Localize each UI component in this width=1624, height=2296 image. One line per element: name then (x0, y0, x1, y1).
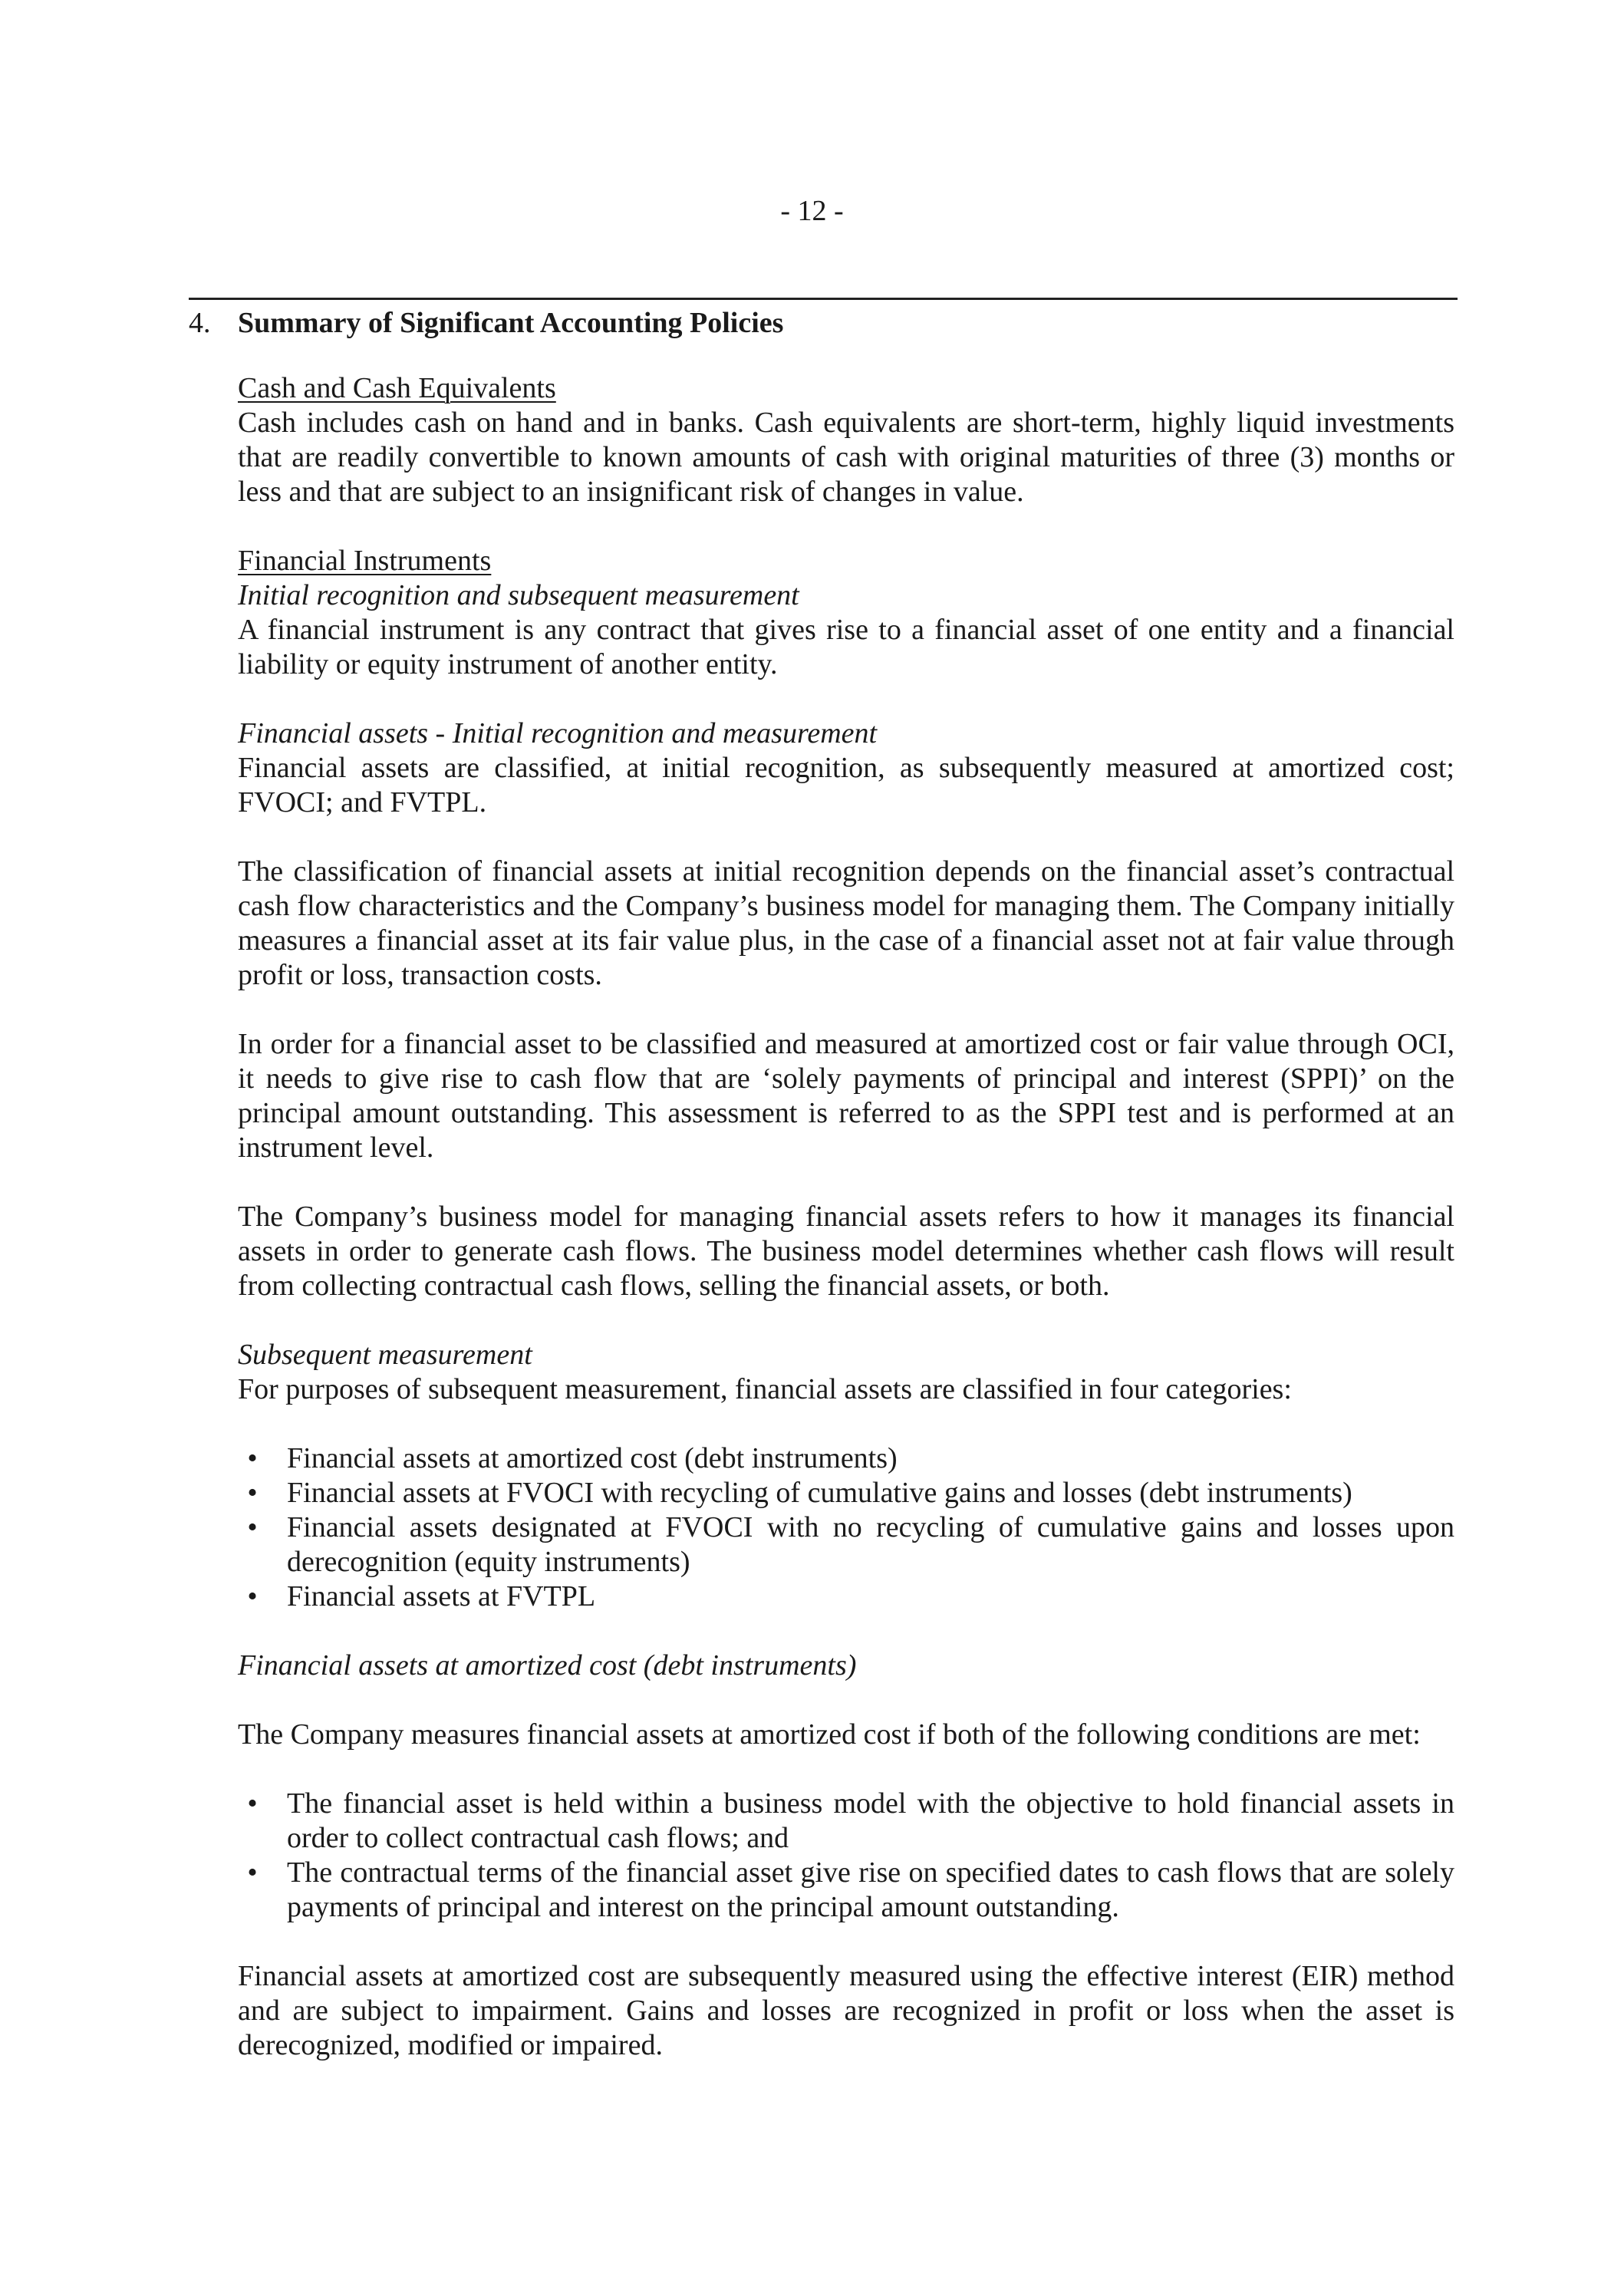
business-model-block (238, 1200, 1454, 1303)
classification-block (238, 855, 1454, 993)
amortized-cost-subheading-block (238, 1649, 1454, 1683)
bullet-icon: • (247, 1856, 258, 1889)
amortized-cost-measurement-block (238, 1959, 1454, 2063)
amortized-cost-measurement-paragraph: Financial assets at amortized cost are subsequently measured using the effective interest (EIR) method and are subject to impairment. Gains and losses are recognized in profit or loss when the asset is derecognized, modified or impaired. (238, 1960, 1454, 2061)
bullet-icon: • (247, 1580, 258, 1612)
section-heading (189, 305, 1458, 341)
bullet-icon: • (247, 1787, 258, 1820)
amortized-cost-intro: The Company measures financial assets at amortized cost if both of the following conditions are met: (238, 1718, 1421, 1751)
financial-instrument-definition: A financial instrument is any contract that gives rise to a financial asset of one entity and a financial liability or equity instrument of another entity. (238, 614, 1454, 680)
document-body (238, 371, 1454, 2063)
list-item: • Financial assets designated at FVOCI with no recycling of cumulative gains and losses upon derecognition (equity instruments) (238, 1510, 1454, 1580)
list-item: • Financial assets at amortized cost (debt instruments) (238, 1441, 1454, 1476)
conditions-list (238, 1787, 1454, 1925)
financial-assets-classified-paragraph: Financial assets are classified, at initial recognition, as subsequently measured at amortized cost; FVOCI; and FVTPL. (238, 752, 1454, 819)
cash-equivalents-heading: Cash and Cash Equivalents (238, 372, 556, 404)
initial-recognition-subheading: Initial recognition and subsequent measurement (238, 579, 799, 611)
classification-paragraph: The classification of financial assets at initial recognition depends on the financial asset’s contractual cash flow characteristics and the Company’s business model for managing them. The Company initially measures a financial asset at its fair value plus, in the case of a financial asset not at fair value through profit or loss, transaction costs. (238, 855, 1454, 991)
list-item: • Financial assets at FVTPL (238, 1580, 1454, 1614)
list-item: • The contractual terms of the financial asset give rise on specified dates to cash flows that are solely payments of principal and interest on the principal amount outstanding. (238, 1856, 1454, 1925)
initial-recognition-block (238, 716, 1454, 820)
financial-instruments-heading: Financial Instruments (238, 545, 492, 577)
section-number: 4. (189, 307, 211, 339)
business-model-paragraph: The Company’s business model for managing financial assets refers to how it manages its financial assets in order to generate cash flows. The business model determines whether cash flows will result from collecting contractual cash flows, selling the financial assets, or both. (238, 1201, 1454, 1302)
page-number: - 12 - (780, 195, 844, 227)
bullet-icon: • (247, 1477, 258, 1509)
bullet-icon: • (247, 1442, 258, 1474)
categories-list (238, 1441, 1454, 1614)
section-title: Summary of Significant Accounting Policies (238, 307, 784, 339)
cash-equivalents-paragraph: Cash includes cash on hand and in banks. Cash equivalents are short-term, highly liquid investments that are readily convertible to known amounts of cash with original maturities of three (3) months or less and that are subject to an insignificant risk of changes in value. (238, 407, 1454, 508)
subsequent-measurement-block (238, 1338, 1454, 1407)
bullet-icon: • (247, 1511, 258, 1543)
amortized-cost-subheading: Financial assets at amortized cost (debt instruments) (238, 1649, 857, 1682)
subsequent-measurement-paragraph: For purposes of subsequent measurement, financial assets are classified in four categories: (238, 1373, 1292, 1405)
conditions-list-block (238, 1787, 1454, 1925)
financial-instruments-block (238, 544, 1454, 682)
financial-assets-initial-subheading: Financial assets - Initial recognition and measurement (238, 717, 878, 749)
categories-list-block (238, 1441, 1454, 1614)
cash-equivalents-block (238, 371, 1454, 509)
list-item: • Financial assets at FVOCI with recycling of cumulative gains and losses (debt instruments) (238, 1476, 1454, 1510)
amortized-cost-intro-block (238, 1718, 1454, 1752)
sppi-block (238, 1027, 1454, 1165)
list-item: • The financial asset is held within a business model with the objective to hold financial assets in order to collect contractual cash flows; and (238, 1787, 1454, 1856)
subsequent-measurement-subheading: Subsequent measurement (238, 1339, 532, 1371)
sppi-paragraph: In order for a financial asset to be classified and measured at amortized cost or fair value through OCI, it needs to give rise to cash flow that are ‘solely payments of principal and interest (SPPI)’ on the principal amount outstanding. This assessment is referred to as the SPPI test and is performed at an instrument level. (238, 1028, 1454, 1164)
header-rule (189, 298, 1458, 300)
